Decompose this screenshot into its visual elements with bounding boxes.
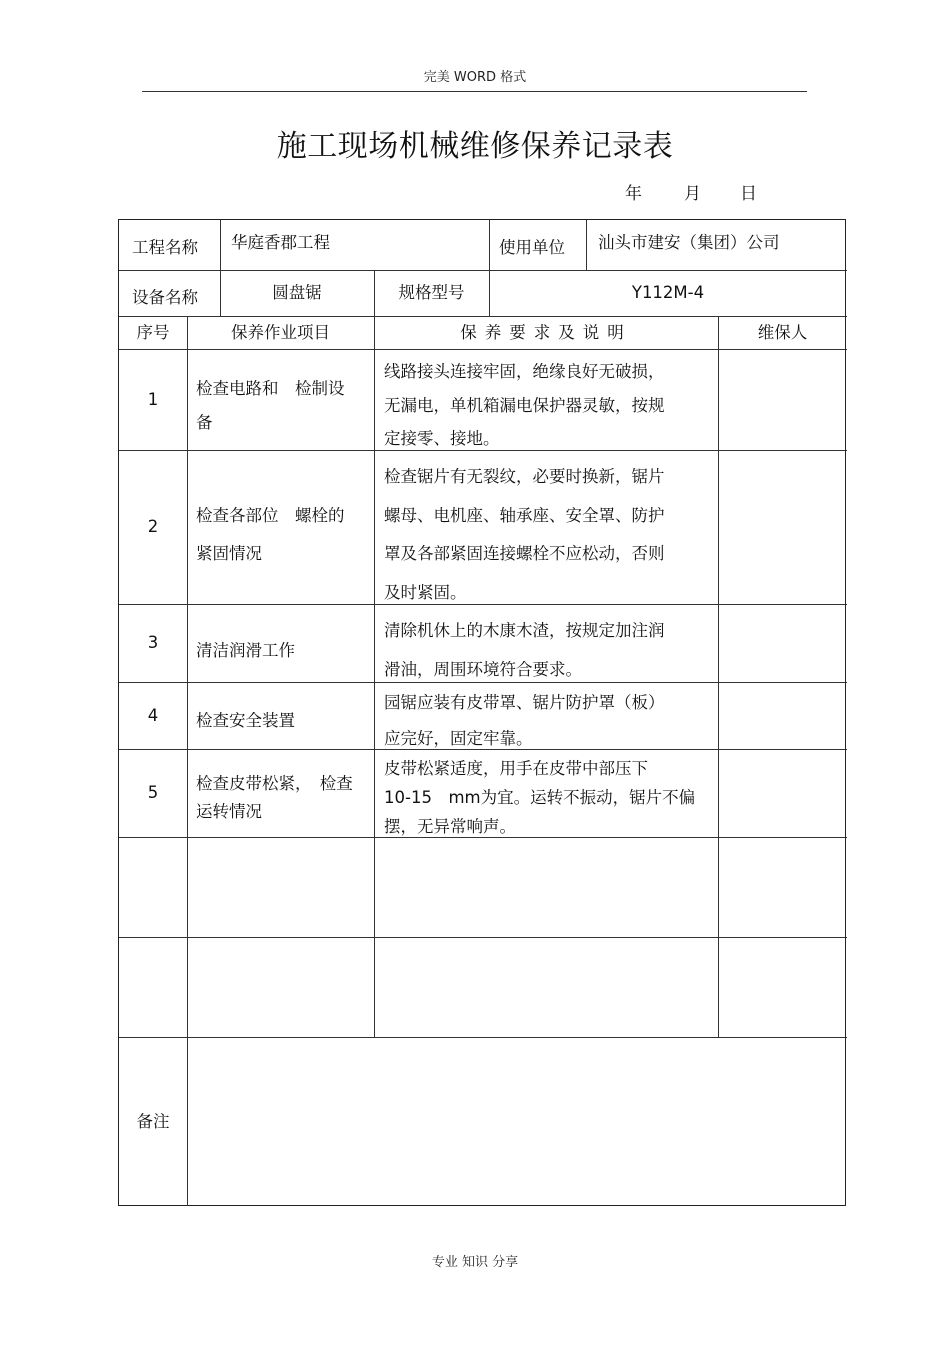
row-item-line: 检查安全装置 <box>196 711 295 730</box>
maintenance-record-table <box>118 219 846 1206</box>
row-requirement-line: 清除机休上的木康木渣，按规定加注润 <box>384 621 665 640</box>
col-divider <box>374 316 375 1037</box>
row-requirement-line: 及时紧固。 <box>384 583 467 602</box>
model-value: Y112M-4 <box>631 283 705 303</box>
remarks-label: 备注 <box>136 1112 170 1132</box>
row-item-line: 检查电路和 检制设 <box>196 379 345 398</box>
row-item-line: 检查各部位 螺栓的 <box>196 506 345 525</box>
row-item-line: 检查皮带松紧， 检查 <box>196 774 353 793</box>
col-header-requirement: 保养要求及说明 <box>460 322 632 342</box>
row-item-line: 清洁润滑工作 <box>196 641 295 660</box>
row-requirement-line: 摆，无异常响声。 <box>384 817 516 836</box>
equipment-label: 设备名称 <box>132 288 198 307</box>
col-header-item: 保养作业项目 <box>231 322 330 342</box>
col-divider <box>586 220 587 270</box>
row-divider <box>119 937 847 938</box>
row-no: 1 <box>147 389 159 409</box>
remarks-field[interactable] <box>188 1038 846 1206</box>
row-requirement-line: 滑油，周围环境符合要求。 <box>384 660 582 679</box>
row-divider <box>119 450 847 451</box>
row-requirement-line: 应完好，固定牢靠。 <box>384 729 533 748</box>
row-requirement-line: 无漏电，单机箱漏电保护器灵敏，按规 <box>384 396 665 415</box>
row-item-line: 备 <box>196 413 213 432</box>
row-no: 3 <box>147 633 159 653</box>
equipment-value: 圆盘锯 <box>272 283 322 303</box>
row-requirement-line: 定接零、接地。 <box>384 429 500 448</box>
row-divider <box>119 604 847 605</box>
col-header-maintainer: 维保人 <box>757 322 808 342</box>
page-footer: 专业 知识 分享 <box>431 1255 519 1270</box>
row-no: 2 <box>147 517 159 537</box>
row-no: 4 <box>147 705 159 725</box>
row-requirement-line: 10-15 mm为宜。运转不振动，锯片不偏 <box>384 788 696 807</box>
date-month: 月 <box>684 184 701 204</box>
col-divider <box>489 220 490 270</box>
row-divider <box>119 749 847 750</box>
project-label: 工程名称 <box>132 238 198 257</box>
row-requirement-line: 检查锯片有无裂纹，必要时换新，锯片 <box>384 467 665 486</box>
row-requirement-line: 线路接头连接牢固，绝缘良好无破损， <box>384 362 665 381</box>
page-header: 完美 WORD 格式 <box>423 70 527 85</box>
header-rule <box>142 91 807 92</box>
form-title: 施工现场机械维修保养记录表 <box>276 129 674 164</box>
row-no: 5 <box>147 783 159 803</box>
row-requirement-line: 螺母、电机座、轴承座、安全罩、防护 <box>384 506 665 525</box>
unit-label: 使用单位 <box>499 238 565 257</box>
row-requirement-line: 园锯应装有皮带罩、锯片防护罩（板） <box>384 693 665 712</box>
row-divider <box>119 837 847 838</box>
row-requirement-line: 皮带松紧适度，用手在皮带中部压下 <box>384 759 648 778</box>
unit-value: 汕头市建安（集团）公司 <box>598 233 780 252</box>
row-requirement-line: 罩及各部紧固连接螺栓不应松动，否则 <box>384 544 665 563</box>
row-divider <box>119 349 847 350</box>
project-value: 华庭香郡工程 <box>231 233 330 252</box>
date-year: 年 <box>625 184 642 204</box>
date-day: 日 <box>740 184 757 204</box>
col-header-no: 序号 <box>136 322 170 342</box>
model-label: 规格型号 <box>398 283 465 303</box>
row-item-line: 紧固情况 <box>196 544 262 563</box>
col-divider <box>718 316 719 1037</box>
row-divider <box>119 682 847 683</box>
row-item-line: 运转情况 <box>196 802 262 821</box>
